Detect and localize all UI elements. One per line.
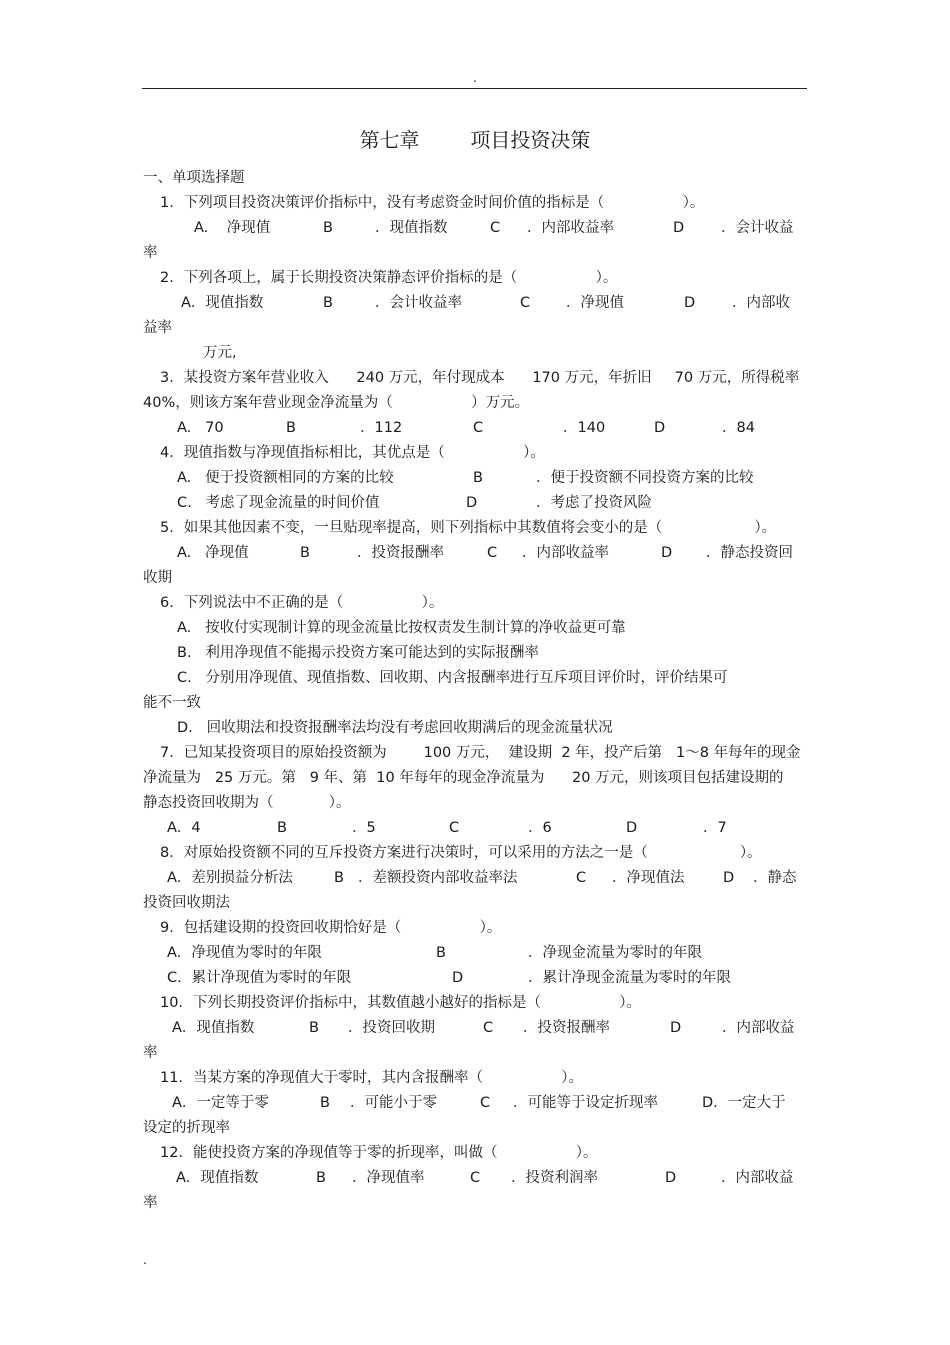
q8-option-a: A．差别损益分析法 xyxy=(167,870,293,886)
q7-option-d-letter: D xyxy=(626,820,638,836)
q5-option-d: ．静态投资回 xyxy=(706,545,793,561)
q2-option-c: ．净现值 xyxy=(566,295,624,311)
q11-option-c-letter: C xyxy=(480,1095,491,1111)
q2-option-c-letter: C xyxy=(520,295,531,311)
q4-option-d: ．考虑了投资风险 xyxy=(536,495,652,511)
q5-option-c-letter: C xyxy=(487,545,498,561)
q12-option-b: ．净现值率 xyxy=(352,1170,425,1186)
q2-option-b: ．会计收益率 xyxy=(375,295,462,311)
q8-option-d-letter: D xyxy=(723,870,735,886)
section-heading: 一、单项选择题 xyxy=(143,170,245,186)
q6-option-c: C. 分别用净现值、现值指数、回收期、内含报酬率进行互斥项目评价时，评价结果可 xyxy=(177,670,728,686)
q1-option-c: ．内部收益率 xyxy=(527,220,614,236)
question-6-stem: 6．下列说法中不正确的是（ ）。 xyxy=(160,595,444,611)
question-4-stem: 4．现值指数与净现值指标相比，其优点是（ ）。 xyxy=(160,445,545,461)
question-5-stem: 5．如果其他因素不变，一旦贴现率提高，则下列指标中其数值将会变小的是（ ）。 xyxy=(160,520,777,536)
q8-option-d-wrap: 投资回收期法 xyxy=(143,895,230,911)
question-7-stem: 7．已知某投资项目的原始投资额为 100 万元， 建设期 2 年，投产后第 1～8 年每年的现金 xyxy=(160,745,801,761)
q8-option-b: ．差额投资内部收益率法 xyxy=(358,870,518,886)
q3-option-c: ．140 xyxy=(563,420,606,436)
q5-option-a: A. 净现值 xyxy=(177,545,249,561)
q3-option-d: ．84 xyxy=(722,420,755,436)
q12-option-c: ．投资利润率 xyxy=(511,1170,598,1186)
q12-option-a: A．现值指数 xyxy=(176,1170,259,1186)
q3-option-c-letter: C xyxy=(473,420,484,436)
q9-option-c: C．累计净现值为零时的年限 xyxy=(167,970,352,986)
q11-option-b-letter: B xyxy=(320,1095,330,1111)
q12-option-b-letter: B xyxy=(316,1170,326,1186)
q5-option-b-letter: B xyxy=(300,545,310,561)
q3-option-a: A. 70 xyxy=(177,420,224,436)
q10-option-a: A．现值指数 xyxy=(172,1020,255,1036)
q10-option-b-letter: B xyxy=(309,1020,319,1036)
question-10-stem: 10．下列长期投资评价指标中，其数值越小越好的指标是（ ）。 xyxy=(160,995,642,1011)
q10-option-d-letter: D xyxy=(670,1020,682,1036)
q11-option-d-wrap: 设定的折现率 xyxy=(143,1120,230,1136)
question-7-stem-cont1: 净流量为 25 万元。第 9 年、第 10 年每年的现金净流量为 20 万元，则该项目包括建设期的 xyxy=(143,770,784,786)
q10-option-d: ．内部收益 xyxy=(722,1020,795,1036)
q7-option-b-letter: B xyxy=(277,820,287,836)
q10-option-d-wrap: 率 xyxy=(143,1045,158,1061)
q7-option-a: A．4 xyxy=(167,820,201,836)
q11-option-d: D．一定大于 xyxy=(702,1095,786,1111)
q11-option-b: ．可能小于零 xyxy=(350,1095,437,1111)
q1-option-b-letter: B xyxy=(323,220,333,236)
q8-option-b-letter: B xyxy=(334,870,344,886)
q6-option-c-wrap: 能不一致 xyxy=(143,695,201,711)
q6-option-a: A. 按收付实现制计算的现金流量比按权责发生制计算的净收益更可靠 xyxy=(177,620,626,636)
q12-option-d: ．内部收益 xyxy=(721,1170,794,1186)
question-9-stem: 9．包括建设期的投资回收期恰好是（ ）。 xyxy=(160,920,502,936)
q10-option-c-letter: C xyxy=(483,1020,494,1036)
q2-option-b-letter: B xyxy=(323,295,333,311)
q5-option-d-letter: D xyxy=(661,545,673,561)
q6-option-d: D. 回收期法和投资报酬率法均没有考虑回收期满后的现金流量状况 xyxy=(177,720,613,736)
question-1-stem: 1．下列项目投资决策评价指标中，没有考虑资金时间价值的指标是（ ）。 xyxy=(160,195,705,211)
q9-option-d-letter: D xyxy=(452,970,464,986)
question-8-stem: 8．对原始投资额不同的互斥投资方案进行决策时，可以采用的方法之一是（ ）。 xyxy=(160,845,762,861)
q9-option-a: A．净现值为零时的年限 xyxy=(167,945,322,961)
q1-option-d: ．会计收益 xyxy=(721,220,794,236)
q1-option-b: ．现值指数 xyxy=(375,220,448,236)
q3-option-d-letter: D xyxy=(654,420,666,436)
q5-option-b: ．投资报酬率 xyxy=(357,545,444,561)
q4-option-b: ．便于投资额不同投资方案的比较 xyxy=(536,470,754,486)
q4-option-c: C. 考虑了现金流量的时间价值 xyxy=(177,495,380,511)
q8-option-d: ．静态 xyxy=(753,870,797,886)
question-3-stem: 3．某投资方案年营业收入 240 万元，年付现成本 170 万元，年折旧 70 万元，所得税率 xyxy=(160,370,800,386)
q12-option-d-letter: D xyxy=(665,1170,677,1186)
q9-option-d: ．累计净现金流量为零时的年限 xyxy=(528,970,731,986)
question-3-stem-cont: 40%，则该方案年营业现金净流量为（ ）万元。 xyxy=(143,395,530,411)
q7-option-b: ．5 xyxy=(352,820,376,836)
q8-option-c-letter: C xyxy=(576,870,587,886)
question-7-stem-cont2: 静态投资回收期为（ ）。 xyxy=(143,795,351,811)
q7-option-c-letter: C xyxy=(449,820,460,836)
q11-option-c: ．可能等于设定折现率 xyxy=(513,1095,658,1111)
chapter-title: 第七章 项目投资决策 xyxy=(359,128,591,152)
q8-option-c: ．净现值法 xyxy=(612,870,685,886)
q10-option-b: ．投资回收期 xyxy=(348,1020,435,1036)
q1-option-d-wrap: 率 xyxy=(143,245,158,261)
q9-option-b: ．净现金流量为零时的年限 xyxy=(528,945,702,961)
q7-option-d: ．7 xyxy=(703,820,727,836)
question-12-stem: 12．能使投资方案的净现值等于零的折现率，叫做（ ）。 xyxy=(160,1145,598,1161)
q9-option-b-letter: B xyxy=(436,945,446,961)
q2-option-d-letter: D xyxy=(684,295,696,311)
q11-option-a: A．一定等于零 xyxy=(172,1095,269,1111)
q4-option-a: A. 便于投资额相同的方案的比较 xyxy=(177,470,394,486)
q10-option-c: ．投资报酬率 xyxy=(523,1020,610,1036)
header-rule xyxy=(142,88,807,89)
q12-option-d-wrap: 率 xyxy=(143,1195,158,1211)
q5-option-c: ．内部收益率 xyxy=(522,545,609,561)
question-2-stem: 2．下列各项上，属于长期投资决策静态评价指标的是（ ）。 xyxy=(160,270,618,286)
q5-option-d-wrap: 收期 xyxy=(143,570,172,586)
q3-option-b: ．112 xyxy=(360,420,403,436)
q1-option-a: A. 净现值 xyxy=(194,220,271,236)
q1-option-d-letter: D xyxy=(673,220,685,236)
footer-dot: . xyxy=(143,1253,147,1267)
question-11-stem: 11．当某方案的净现值大于零时，其内含报酬率（ ）。 xyxy=(160,1070,584,1086)
q2-option-d-wrap: 益率 xyxy=(143,320,172,336)
q3-option-b-letter: B xyxy=(286,420,296,436)
q7-option-c: ．6 xyxy=(528,820,552,836)
q4-option-b-letter: B xyxy=(473,470,483,486)
q2-option-d: ．内部收 xyxy=(732,295,790,311)
q12-option-c-letter: C xyxy=(470,1170,481,1186)
header-dot: . xyxy=(473,71,477,85)
q4-option-d-letter: D xyxy=(466,495,478,511)
q6-option-b: B. 利用净现值不能揭示投资方案可能达到的实际报酬率 xyxy=(177,645,539,661)
stray-text: 万元, xyxy=(203,345,237,361)
q2-option-a: A．现值指数 xyxy=(181,295,264,311)
q1-option-c-letter: C xyxy=(490,220,501,236)
